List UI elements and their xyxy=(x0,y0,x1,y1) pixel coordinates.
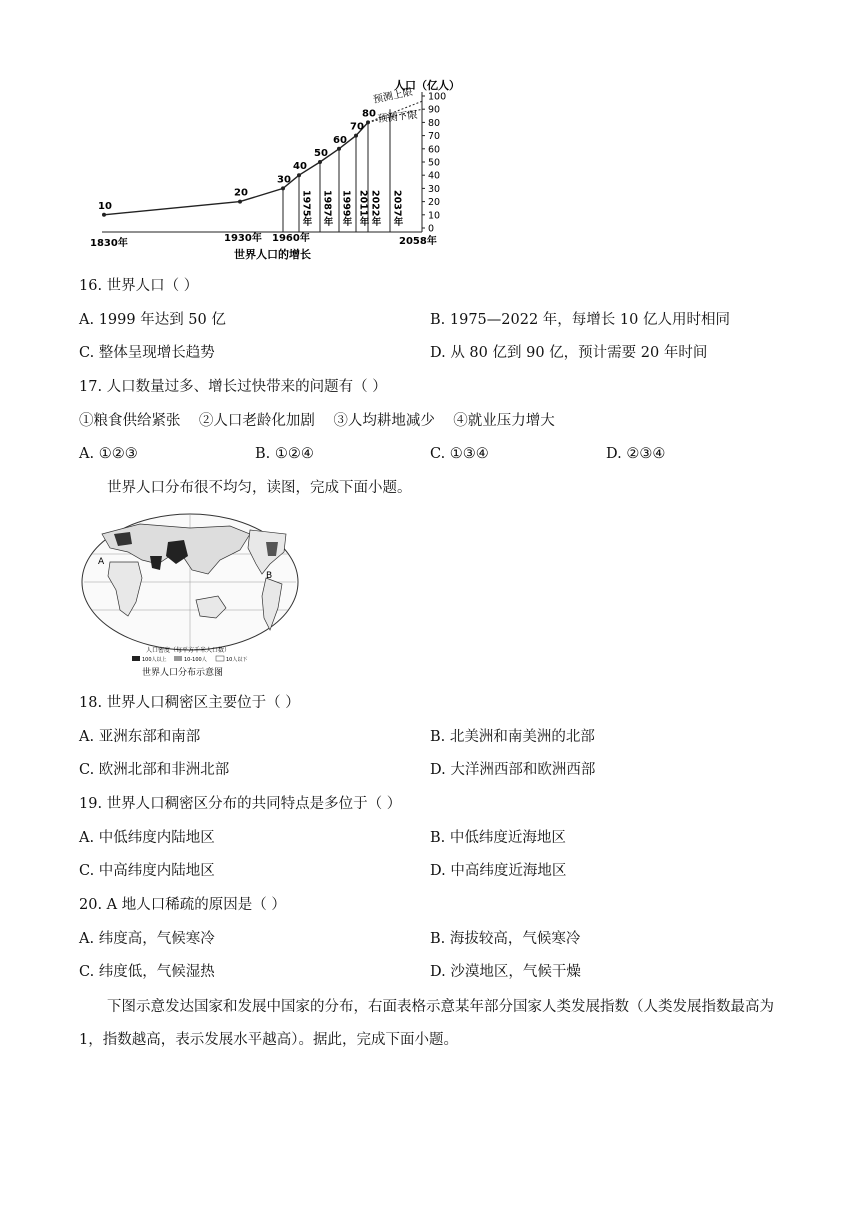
q20-option-b[interactable]: B. 海拔较高，气候寒冷 xyxy=(430,931,581,947)
data-label: 80 xyxy=(362,108,376,120)
population-growth-chart xyxy=(84,72,464,260)
q16-option-d[interactable]: D. 从 80 亿到 90 亿，预计需要 20 年时间 xyxy=(430,345,708,361)
x-label-vertical: 2011年 xyxy=(357,190,369,226)
legend-swatch-mid xyxy=(174,656,182,661)
y-tick-label: 100 xyxy=(428,91,447,103)
y-tick-label: 40 xyxy=(428,170,441,182)
data-point xyxy=(318,160,322,164)
q17-option-c[interactable]: C. ①③④ xyxy=(430,446,489,462)
chart-title: 世界人口的增长 xyxy=(234,248,311,260)
q18-option-d[interactable]: D. 大洋洲西部和欧洲西部 xyxy=(430,762,596,778)
data-point xyxy=(102,213,106,217)
q16-option-b[interactable]: B. 1975—2022 年，每增长 10 亿人用时相同 xyxy=(430,312,730,328)
q16-stem: 16. 世界人口（ ） xyxy=(79,278,199,294)
data-point xyxy=(238,200,242,204)
y-tick-label: 70 xyxy=(428,131,441,143)
intro-text-1: 世界人口分布很不均匀，读图，完成下面小题。 xyxy=(107,480,412,496)
q19-option-b[interactable]: B. 中低纬度近海地区 xyxy=(430,830,566,846)
q17-option-d[interactable]: D. ②③④ xyxy=(606,446,666,462)
q19-option-c[interactable]: C. 中高纬度内陆地区 xyxy=(79,863,215,879)
y-tick-label: 90 xyxy=(428,104,441,116)
data-point xyxy=(366,120,370,124)
data-point xyxy=(297,173,301,177)
x-label-vertical: 1975年 xyxy=(300,190,312,226)
data-label: 70 xyxy=(350,121,364,133)
lower-forecast-label: 预测下限 xyxy=(377,109,419,125)
q20-option-d[interactable]: D. 沙漠地区，气候干燥 xyxy=(430,964,581,980)
q19-stem: 19. 世界人口稠密区分布的共同特点是多位于（ ） xyxy=(79,796,402,812)
legend-swatch-high xyxy=(132,656,140,661)
map-title: 世界人口分布示意图 xyxy=(142,668,224,678)
y-tick-label: 60 xyxy=(428,144,441,156)
population-distribution-map xyxy=(80,512,300,682)
legend-swatch-low xyxy=(216,656,224,661)
y-tick-label: 30 xyxy=(428,183,441,195)
x-label-vertical: 2022年 xyxy=(369,190,381,226)
x-label-1930: 1930年 xyxy=(224,233,262,244)
dense-north-america xyxy=(266,542,278,556)
data-label: 40 xyxy=(293,161,307,173)
q20-option-a[interactable]: A. 纬度高，气候寒冷 xyxy=(79,931,215,947)
data-point xyxy=(281,186,285,190)
y-tick-label: 10 xyxy=(428,210,441,222)
x-label-vertical: 1987年 xyxy=(321,190,333,226)
data-label: 50 xyxy=(314,148,328,159)
x-label-vertical: 2037年 xyxy=(391,190,403,226)
q18-option-a[interactable]: A. 亚洲东部和南部 xyxy=(79,729,201,745)
map-label-b: B xyxy=(266,571,273,581)
q18-option-b[interactable]: B. 北美洲和南美洲的北部 xyxy=(430,729,595,745)
data-label: 60 xyxy=(333,134,347,146)
y-tick-label: 80 xyxy=(428,117,441,129)
x-label-2058: 2058年 xyxy=(399,236,437,247)
q16-option-a[interactable]: A. 1999 年达到 50 亿 xyxy=(79,312,226,328)
q17-stem: 17. 人口数量过多、增长过快带来的问题有（ ） xyxy=(79,379,387,395)
data-point xyxy=(354,134,358,138)
q20-option-c[interactable]: C. 纬度低，气候湿热 xyxy=(79,964,215,980)
y-tick-label: 20 xyxy=(428,197,441,209)
data-point xyxy=(337,147,341,151)
q20-stem: 20. A 地人口稀疏的原因是（ ） xyxy=(79,897,286,913)
y-tick-label: 50 xyxy=(428,157,441,169)
legend-label-low: 10人以下 xyxy=(226,657,248,663)
legend-label-mid: 10-100人 xyxy=(184,657,207,663)
data-label: 20 xyxy=(234,187,248,199)
x-label-1960: 1960年 xyxy=(272,233,310,244)
q18-stem: 18. 世界人口稠密区主要位于（ ） xyxy=(79,695,300,711)
q17-option-a[interactable]: A. ①②③ xyxy=(79,446,138,462)
data-label: 10 xyxy=(98,200,112,212)
q19-option-a[interactable]: A. 中低纬度内陆地区 xyxy=(79,830,215,846)
x-label-vertical: 1999年 xyxy=(340,190,352,226)
x-label-1830: 1830年 xyxy=(90,238,128,249)
q16-option-c[interactable]: C. 整体呈现增长趋势 xyxy=(79,345,215,361)
data-label: 30 xyxy=(277,174,291,186)
map-legend-title: 人口密度（每平方千米人口数） xyxy=(146,647,231,654)
legend-label-high: 100人以上 xyxy=(142,657,167,663)
q19-option-d[interactable]: D. 中高纬度近海地区 xyxy=(430,863,567,879)
q18-option-c[interactable]: C. 欧洲北部和非洲北部 xyxy=(79,762,230,778)
q17-option-b[interactable]: B. ①②④ xyxy=(255,446,314,462)
map-label-a: A xyxy=(98,557,105,567)
intro-text-2: 下图示意发达国家和发展中国家的分布，右面表格示意某年部分国家人类发展指数（人类发展指数最高为 1，指数越高，表示发展水平越高）。据此，完成下面小题。 xyxy=(79,999,774,1048)
y-axis-label: 人口（亿人） xyxy=(394,79,460,92)
q17-items: ①粮食供给紧张 ②人口老龄化加剧 ③人均耕地减少 ④就业压力增大 xyxy=(79,413,555,429)
y-tick-label: 0 xyxy=(428,223,435,235)
upper-forecast-label: 预测上限 xyxy=(372,86,414,106)
